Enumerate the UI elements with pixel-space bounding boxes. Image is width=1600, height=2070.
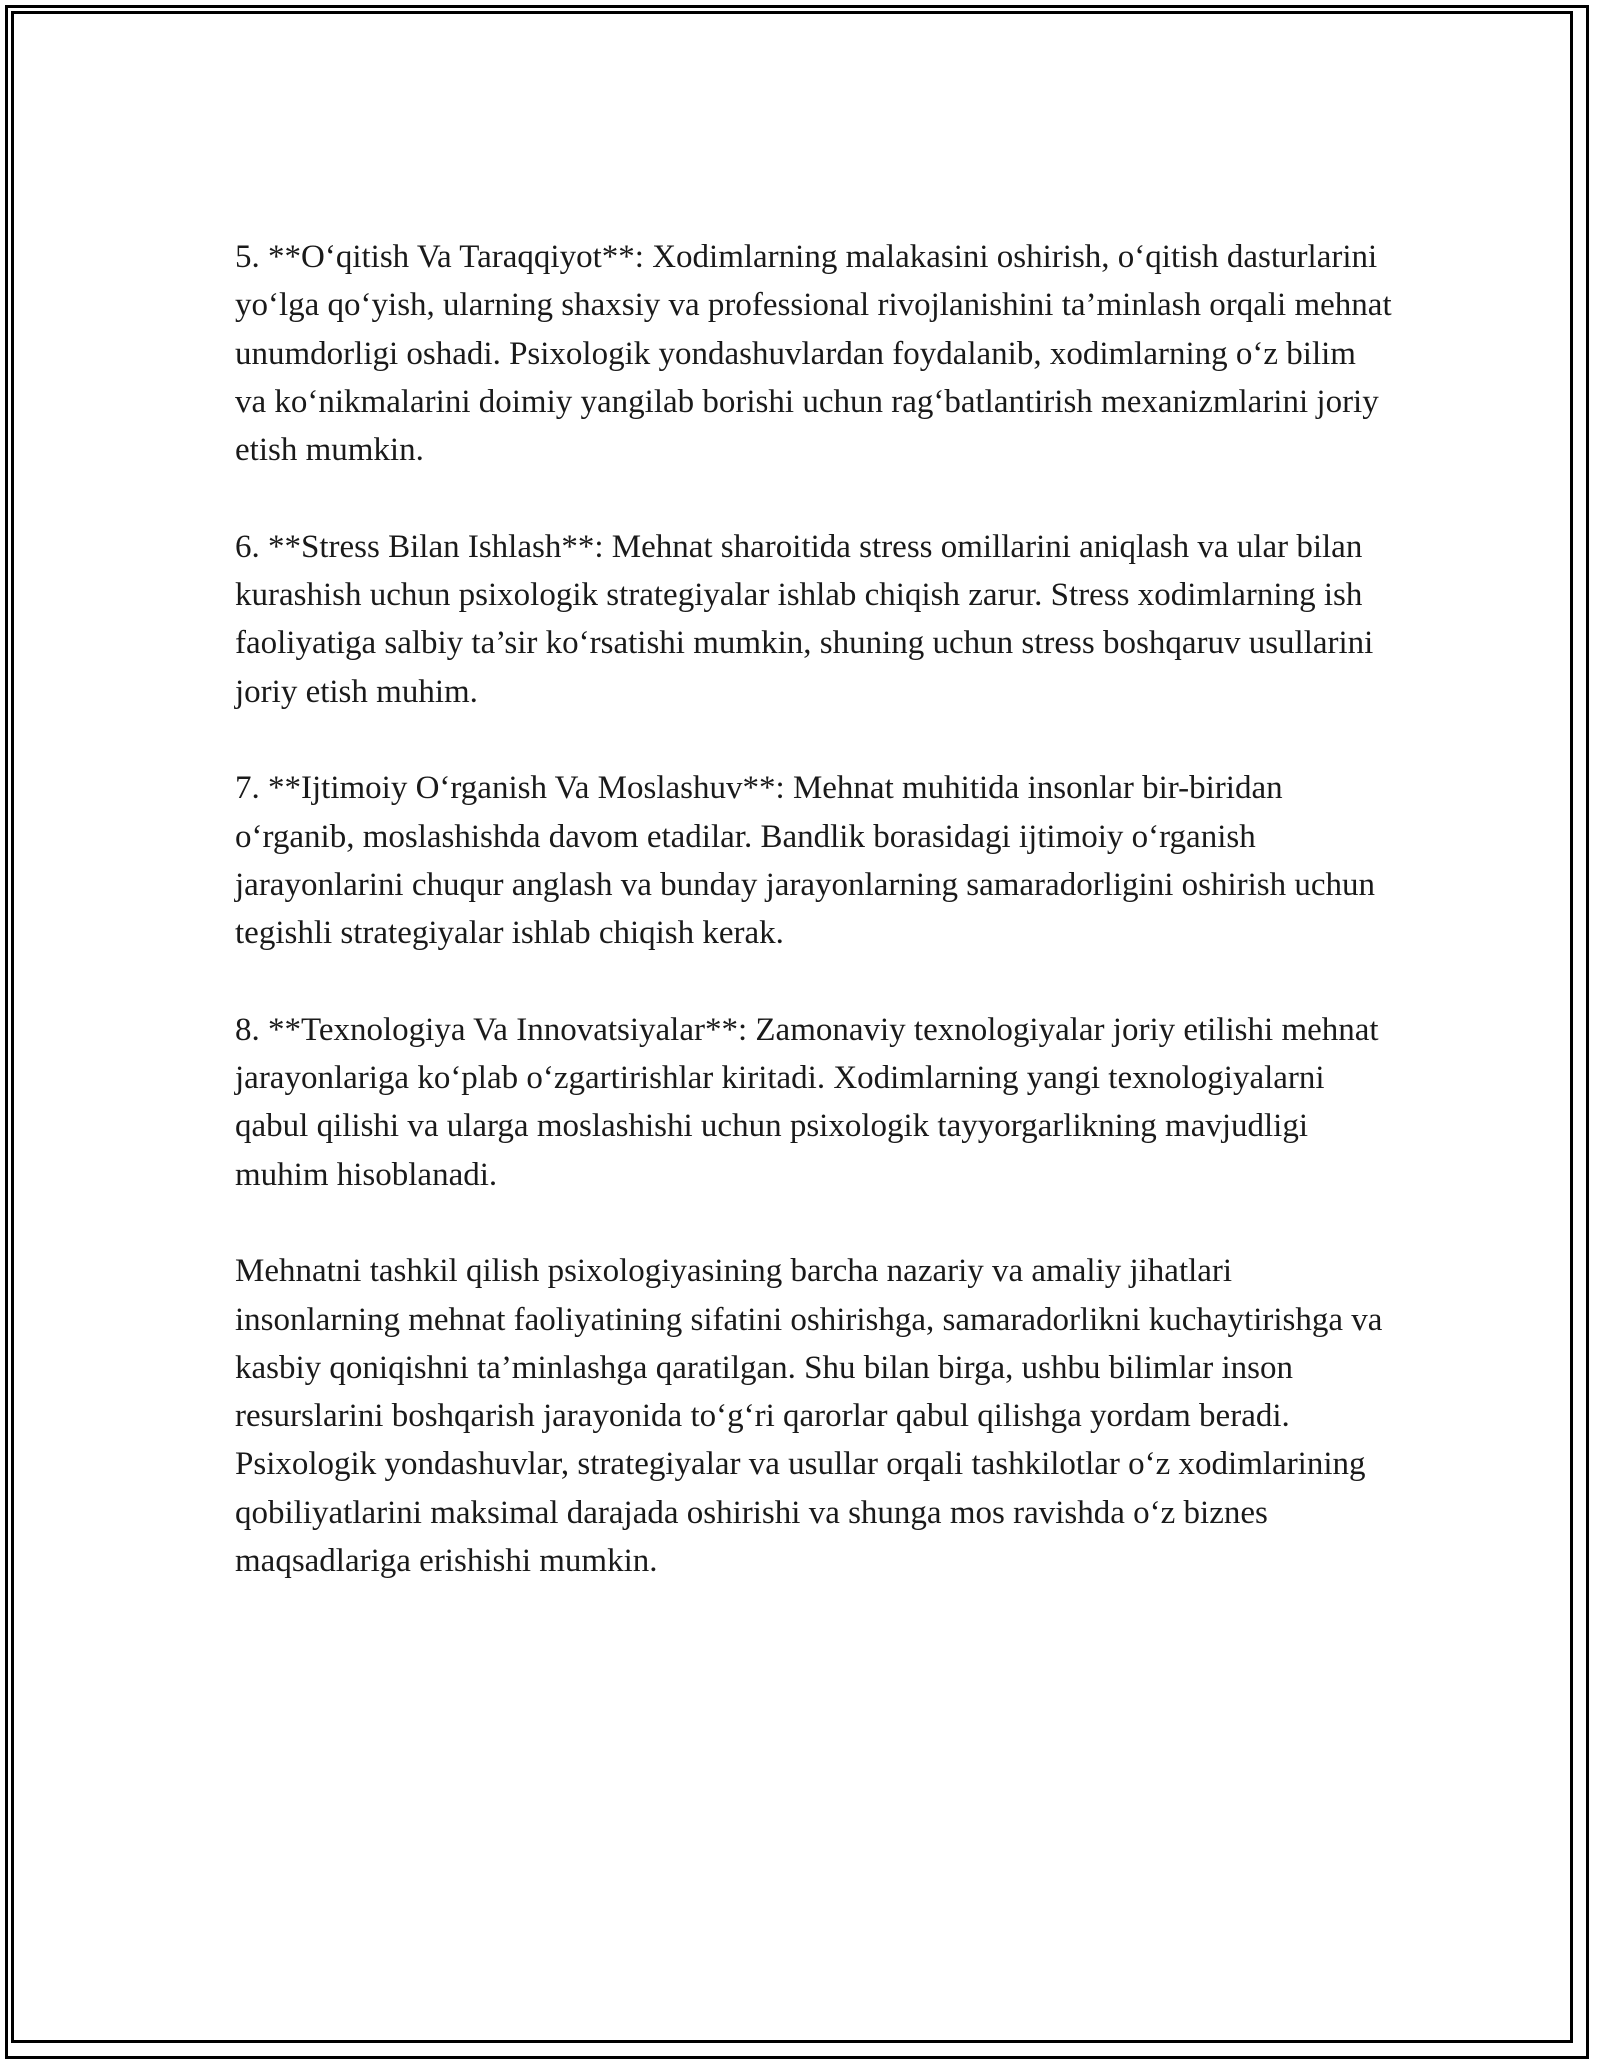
paragraph-stress-management: 6. **Stress Bilan Ishlash**: Mehnat sharoitida stress omillarini aniqlash va ular bilan kurashish uchun psixologik strategiyalar ishlab chiqish zarur. Stress xodimlarning ish faoliyatiga salbiy ta’sir ko‘rsatishi mumkin, shuning uchun stress boshqaruv usullarini joriy etish muhim.	[235, 528, 1374, 710]
paragraph-social-learning: 7. **Ijtimoiy O‘rganish Va Moslashuv**: Mehnat muhitida insonlar bir-biridan o‘rganib, moslashishda davom etadilar. Bandlik borasidagi ijtimoiy o‘rganish jarayonlarini chuqur anglash va bunday jarayonlarning samaradorligini oshirish uchun tegishli strategiyalar ishlab chiqish kerak.	[235, 770, 1376, 952]
paragraph-technology-innovation: 8. **Texnologiya Va Innovatsiyalar**: Zamonaviy texnologiyalar joriy etilishi mehnat jarayonlariga ko‘plab o‘zgartirishlar kiritadi. Xodimlarning yangi texnologiyalarni qabul qilishi va ularga moslashishi uchun psixologik tayyorgarlikning mavjudligi muhim hisoblanadi.	[235, 1011, 1379, 1193]
paragraph-training-development: 5. **O‘qitish Va Taraqqiyot**: Xodimlarning malakasini oshirish, o‘qitish dasturlarini yo‘lga qo‘yish, ularning shaxsiy va professional rivojlanishini ta’minlash orqali mehnat unumdorligi oshadi. Psixologik yondashuvlardan foydalanib, xodimlarning o‘z bilim va ko‘nikmalarini doimiy yangilab borishi uchun rag‘batlantirish mexanizmlarini joriy etish mumkin.	[235, 239, 1392, 469]
document-body	[235, 233, 1395, 1634]
paragraph-conclusion: Mehnatni tashkil qilish psixologiyasining barcha nazariy va amaliy jihatlari insonlarning mehnat faoliyatining sifatini oshirishga, samaradorlikni kuchaytirishga va kasbiy qoniqishni ta’minlashga qaratilgan. Shu bilan birga, ushbu bilimlar inson resurslarini boshqarish jarayonida to‘g‘ri qarorlar qabul qilishga yordam beradi. Psixologik yondashuvlar, strategiyalar va usullar orqali tashkilotlar o‘z xodimlarining qobiliyatlarini maksimal darajada oshirishi va shunga mos ravishda o‘z biznes maqsadlariga erishishi mumkin.	[235, 1253, 1383, 1580]
